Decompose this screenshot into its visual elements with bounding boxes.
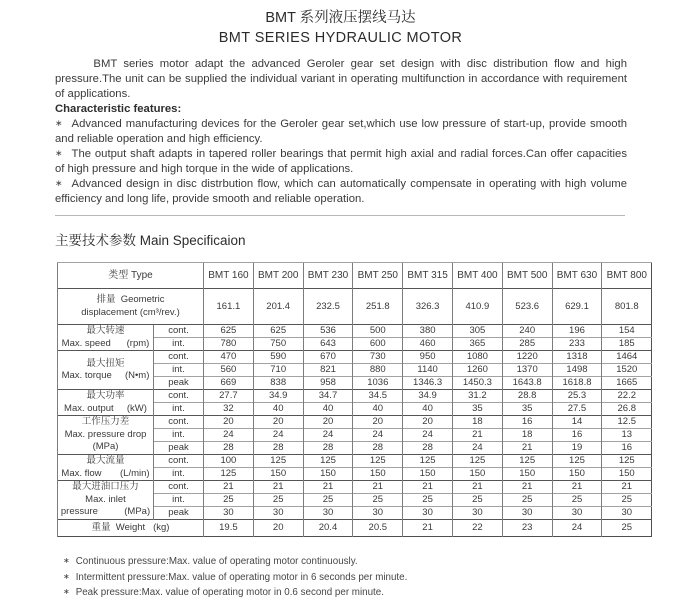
spec-value: 28 [253,442,303,455]
spec-value: 20 [253,520,303,537]
row-label-line: 排量 Geometric [96,294,165,305]
spec-value: 125 [502,455,552,468]
specification-table [57,262,652,537]
characteristic-features-heading: Characteristic features: [55,103,182,115]
spec-value: 25 [502,494,552,507]
spec-value: 28 [204,442,254,455]
spec-value: 20 [204,416,254,429]
spec-value: 35 [502,403,552,416]
spec-value: 27.5 [552,403,602,416]
spec-value: 125 [204,468,254,481]
spec-value: 40 [253,403,303,416]
column-header: BMT 230 [303,263,353,289]
spec-value: 40 [303,403,353,416]
spec-value: 25 [552,494,602,507]
condition-label: cont. [154,325,204,338]
spec-value: 21 [353,481,403,494]
feature-text: The output shaft adapts in tapered roller bearings that permit high axial and radial forces.Can offer capacities of high pressure and high torque in the wide of applications. [55,148,627,175]
row-label-line: (MPa) [92,441,119,453]
spec-value: 20.5 [353,520,403,537]
footnote-item [63,570,626,586]
table-row [58,520,652,537]
asterisk-bullet-icon: ∗ [63,556,70,565]
spec-value: 838 [253,377,303,390]
condition-label: cont. [154,416,204,429]
spec-value: 25.3 [552,390,602,403]
row-label-line: 最大转速 [86,325,125,336]
column-header: BMT 800 [602,263,652,289]
spec-value: 590 [253,351,303,364]
spec-value: 19.5 [204,520,254,537]
spec-value: 30 [502,507,552,520]
spec-value: 625 [204,325,254,338]
spec-value: 28 [353,442,403,455]
spec-value: 21 [552,481,602,494]
spec-value: 32 [204,403,254,416]
row-label-line: 最大扭矩 [86,357,125,369]
spec-value: 560 [204,364,254,377]
spec-value: 34.5 [353,390,403,403]
spec-value: 12.5 [602,416,652,429]
spec-value: 365 [452,338,502,351]
spec-value: 25 [602,520,652,537]
spec-value: 30 [552,507,602,520]
column-header: BMT 630 [552,263,602,289]
features-list [55,117,626,207]
spec-value: 28 [303,442,353,455]
row-label-line: Max. pressure drop [64,428,147,440]
spec-value: 30 [253,507,303,520]
condition-label: cont. [154,481,204,494]
condition-label: peak [154,442,204,455]
spec-value: 125 [253,455,303,468]
footnotes-list [63,554,626,601]
spec-value: 34.9 [403,390,453,403]
section-heading: 主要技术参数 Main Specificaion [55,233,246,248]
spec-value: 21 [502,442,552,455]
spec-value: 150 [253,468,303,481]
spec-value: 125 [452,455,502,468]
spec-value: 30 [403,507,453,520]
spec-value: 150 [452,468,502,481]
feature-item [55,117,627,147]
spec-value: 30 [602,507,652,520]
row-label-max-output [58,390,154,416]
condition-label: cont. [154,455,204,468]
spec-value: 125 [602,455,652,468]
intro-paragraph: BMT series motor adapt the advanced Geroler gear set design with disc distribution flow and high pressure.The unit can be supplied the individual variant in operating multifunction in accordance with requirement of applications. [55,58,627,100]
feature-text: Advanced manufacturing devices for the Geroler gear set,which use low pressure of start-up, provide smooth and reliable operation and high efficiency. [55,118,627,145]
spec-value: 801.8 [602,289,652,325]
spec-value: 1220 [502,351,552,364]
spec-value: 30 [353,507,403,520]
spec-value: 100 [204,455,254,468]
page-title-en: BMT SERIES HYDRAULIC MOTOR [218,30,463,46]
table-row [58,325,652,338]
condition-label: peak [154,377,204,390]
row-label-line: pressure (MPa) [60,506,151,518]
spec-value: 20.4 [303,520,353,537]
column-header: BMT 250 [353,263,403,289]
asterisk-bullet-icon: ∗ [55,178,63,188]
spec-value: 25 [452,494,502,507]
spec-value: 21 [204,481,254,494]
spec-value: 125 [353,455,403,468]
spec-value: 1370 [502,364,552,377]
table-row [58,289,652,325]
spec-value: 16 [552,429,602,442]
spec-value: 21 [502,481,552,494]
spec-value: 24 [204,429,254,442]
row-label-max-torque [58,351,154,390]
asterisk-bullet-icon: ∗ [63,587,70,596]
spec-value: 21 [403,481,453,494]
spec-value: 730 [353,351,403,364]
spec-value: 1498 [552,364,602,377]
spec-value: 21 [303,481,353,494]
spec-value: 410.9 [452,289,502,325]
row-label-line: Max. output (kW) [64,402,147,414]
spec-value: 669 [204,377,254,390]
spec-value: 13 [602,429,652,442]
spec-value: 21 [602,481,652,494]
spec-value: 1450.3 [452,377,502,390]
spec-value: 600 [353,338,403,351]
spec-value: 34.9 [253,390,303,403]
spec-value: 240 [502,325,552,338]
feature-item [55,147,627,177]
spec-value: 25 [303,494,353,507]
row-label-max-speed [58,325,154,351]
spec-value: 1140 [403,364,453,377]
spec-value: 1618.8 [552,377,602,390]
spec-value: 25 [253,494,303,507]
spec-value: 40 [403,403,453,416]
spec-value: 150 [403,468,453,481]
column-header: BMT 160 [204,263,254,289]
footnote-text: Continuous pressure:Max. value of operating motor continuously. [75,556,358,567]
spec-value: 380 [403,325,453,338]
condition-label: int. [154,494,204,507]
row-label-line: Max. inlet [85,493,126,505]
spec-value: 821 [303,364,353,377]
spec-value: 1260 [452,364,502,377]
spec-value: 20 [353,416,403,429]
spec-value: 232.5 [303,289,353,325]
spec-value: 150 [502,468,552,481]
spec-value: 710 [253,364,303,377]
spec-value: 185 [602,338,652,351]
spec-value: 24 [403,429,453,442]
spec-value: 1464 [602,351,652,364]
condition-label: peak [154,507,204,520]
spec-value: 25 [602,494,652,507]
spec-value: 25 [353,494,403,507]
spec-value: 150 [303,468,353,481]
spec-value: 880 [353,364,403,377]
spec-value: 125 [552,455,602,468]
spec-value: 27.7 [204,390,254,403]
spec-value: 16 [602,442,652,455]
section-divider [55,215,625,216]
spec-value: 305 [452,325,502,338]
column-header: BMT 315 [403,263,453,289]
row-label-line: 最大进油口压力 [72,481,139,493]
spec-value: 30 [452,507,502,520]
spec-value: 35 [452,403,502,416]
row-label-line: 最大功率 [86,390,125,401]
condition-label: int. [154,468,204,481]
condition-label: int. [154,403,204,416]
spec-value: 24 [452,442,502,455]
spec-value: 16 [502,416,552,429]
feature-item [55,177,627,207]
spec-value: 780 [204,338,254,351]
condition-label: cont. [154,351,204,364]
row-label-max-flow [58,455,154,481]
condition-label: int. [154,338,204,351]
spec-value: 670 [303,351,353,364]
spec-value: 201.4 [253,289,303,325]
spec-value: 21 [452,481,502,494]
table-row [58,390,652,403]
spec-value: 150 [602,468,652,481]
spec-value: 1520 [602,364,652,377]
spec-value: 34.7 [303,390,353,403]
row-label-line: 工作压力差 [81,416,130,428]
spec-value: 958 [303,377,353,390]
row-label-line: 最大流量 [86,455,125,466]
row-label-weight [58,520,204,537]
spec-value: 26.8 [602,403,652,416]
spec-value: 24 [552,520,602,537]
row-label-line: displacement (cm³/rev.) [81,306,180,318]
spec-value: 950 [403,351,453,364]
spec-value: 196 [552,325,602,338]
spec-value: 523.6 [502,289,552,325]
spec-value: 21 [403,520,453,537]
row-label-max-pressure-drop [58,416,154,455]
spec-value: 22 [452,520,502,537]
type-header: 类型 Type [58,263,204,289]
spec-value: 28.8 [502,390,552,403]
table-header-row [58,263,652,289]
spec-value: 750 [253,338,303,351]
spec-value: 154 [602,325,652,338]
spec-value: 629.1 [552,289,602,325]
spec-value: 326.3 [403,289,453,325]
spec-value: 30 [204,507,254,520]
spec-value: 1080 [452,351,502,364]
table-row [58,455,652,468]
spec-value: 20 [303,416,353,429]
column-header: BMT 500 [502,263,552,289]
spec-value: 500 [353,325,403,338]
spec-value: 31.2 [452,390,502,403]
spec-value: 125 [403,455,453,468]
row-label-line: Max. torque (N•m) [61,370,150,381]
spec-value: 30 [303,507,353,520]
asterisk-bullet-icon: ∗ [63,571,70,581]
column-header: BMT 400 [452,263,502,289]
spec-value: 14 [552,416,602,429]
asterisk-bullet-icon: ∗ [55,118,63,128]
spec-value: 25 [204,494,254,507]
spec-value: 19 [552,442,602,455]
spec-value: 1318 [552,351,602,364]
spec-value: 470 [204,351,254,364]
table-row [58,351,652,364]
spec-value: 18 [502,429,552,442]
asterisk-bullet-icon: ∗ [55,148,63,158]
condition-label: int. [154,429,204,442]
condition-label: int. [154,364,204,377]
spec-value: 40 [353,403,403,416]
feature-text: Advanced design in disc distrbution flow, which can automatically compensate in operating with high volume efficiency and long life, provide smooth and reliable operation. [55,178,627,205]
spec-value: 536 [303,325,353,338]
spec-value: 1346.3 [403,377,453,390]
spec-value: 21 [253,481,303,494]
spec-value: 22.2 [602,390,652,403]
column-header: BMT 200 [253,263,303,289]
row-label-line: Max. speed (rpm) [61,337,150,349]
spec-value: 643 [303,338,353,351]
spec-value: 28 [403,442,453,455]
spec-value: 24 [303,429,353,442]
spec-value: 233 [552,338,602,351]
spec-value: 20 [253,416,303,429]
spec-value: 625 [253,325,303,338]
row-label-max-inlet-pressure [58,481,154,520]
footnote-text: Peak pressure:Max. value of operating motor in 0.6 second per minute. [75,587,384,598]
spec-value: 161.1 [204,289,254,325]
page-title-zh: BMT 系列液压摆线马达 [265,10,416,26]
row-label-geometric-displacement [58,289,204,325]
footnote-item [63,554,626,570]
spec-value: 125 [303,455,353,468]
spec-value: 150 [353,468,403,481]
spec-value: 24 [253,429,303,442]
spec-value: 1036 [353,377,403,390]
spec-value: 21 [452,429,502,442]
spec-value: 285 [502,338,552,351]
row-label-line: 重量 Weight (kg) [91,521,170,533]
spec-value: 25 [403,494,453,507]
table-row [58,416,652,429]
spec-value: 20 [403,416,453,429]
spec-value: 1643.8 [502,377,552,390]
condition-label: cont. [154,390,204,403]
spec-value: 24 [353,429,403,442]
spec-value: 1665 [602,377,652,390]
table-row [58,481,652,494]
spec-value: 18 [452,416,502,429]
spec-value: 251.8 [353,289,403,325]
spec-value: 150 [552,468,602,481]
row-label-line: Max. flow (L/min) [61,467,150,479]
footnote-text: Intermittent pressure:Max. value of operating motor in 6 seconds per minute. [75,571,408,583]
spec-value: 460 [403,338,453,351]
spec-value: 23 [502,520,552,537]
